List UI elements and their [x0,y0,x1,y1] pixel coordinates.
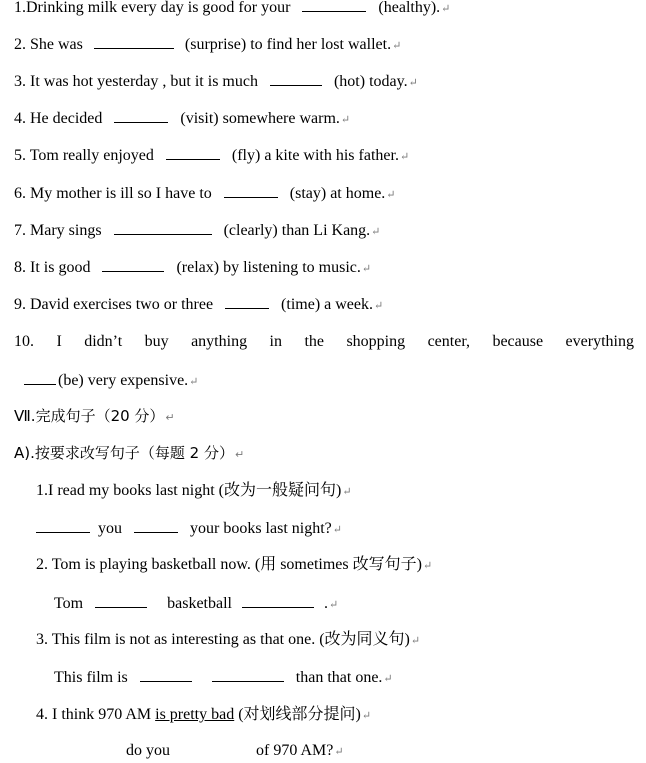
section-heading [14,405,646,427]
rewrite-4-prompt [36,704,646,726]
answer-blank[interactable] [36,517,90,533]
paragraph-mark-icon: ↵ [189,376,199,388]
q10-word: anything [191,333,248,350]
paragraph-mark-icon: ↵ [410,635,421,647]
question-hint: (visit) somewhere warm. [180,110,340,127]
question-text: 5. Tom really enjoyed [14,147,154,164]
paragraph-mark-icon: ↵ [408,77,418,89]
question-text: 4. He decided [14,110,103,127]
rewrite-3-prompt [36,629,646,651]
rewrite-3-answer [54,666,646,688]
q10-word: because [492,333,544,350]
answer-blank[interactable] [242,592,314,608]
answer-word: basketball [167,595,232,612]
paragraph-mark-icon: ↵ [374,300,384,312]
answer-word: This film is [54,669,128,686]
q10-word: center, [427,333,470,350]
paragraph-mark-icon: ↵ [328,599,339,611]
question-text: 6. My mother is ill so I have to [14,185,212,202]
answer-blank[interactable] [140,666,192,682]
answer-blank[interactable] [114,107,168,123]
question-hint: (be) very expensive. [58,372,189,389]
q10-word: in [269,333,282,350]
answer-blank[interactable] [94,33,174,49]
answer-blank[interactable] [102,256,164,272]
rewrite-2-answer [54,592,646,614]
rewrite-4-answer [126,740,646,762]
paragraph-mark-icon: ↵ [361,710,372,722]
question-text: 9. David exercises two or three [14,296,214,313]
paragraph-mark-icon: ↵ [334,746,344,758]
answer-blank[interactable] [212,666,284,682]
answer-blank[interactable] [302,0,366,12]
question-6 [14,182,646,204]
question-7 [14,219,646,241]
q10-word: the [304,333,324,350]
question-hint: (healthy). [378,0,441,16]
question-3 [14,70,646,92]
answer-word: . [323,595,328,612]
answer-word: your books last night? [190,520,332,537]
q10-word: buy [144,333,169,350]
answer-blank[interactable] [134,517,178,533]
paragraph-mark-icon: ↵ [422,560,433,572]
answer-blank[interactable] [95,592,147,608]
paragraph-mark-icon: ↵ [361,263,372,275]
q10-word: 10. [14,333,34,350]
question-4 [14,107,646,129]
answer-blank[interactable] [24,369,56,385]
prompt-text: (对划线部分提问) [234,706,361,723]
paragraph-mark-icon: ↵ [340,114,351,126]
rewrite-1-answer [36,517,646,539]
question-5 [14,144,646,166]
question-9 [14,293,646,315]
question-text: 8. It is good [14,259,91,276]
question-hint: (hot) today. [333,73,408,90]
question-hint: (time) a week. [281,296,373,313]
answer-blank[interactable] [224,182,278,198]
underlined-phrase: is pretty bad [155,706,235,723]
prompt-text: 2. Tom is playing basketball now. (用 sometimes 改写句子) [36,556,422,573]
paragraph-mark-icon: ↵ [386,189,396,201]
question-8 [14,256,646,278]
rewrite-1-prompt [36,480,646,502]
answer-word: you [98,520,122,537]
question-2 [14,33,646,55]
question-hint: (stay) at home. [289,185,386,202]
paragraph-mark-icon: ↵ [392,40,402,52]
answer-blank[interactable] [114,219,212,235]
paragraph-mark-icon: ↵ [383,673,393,685]
question-text: 7. Mary sings [14,222,102,239]
question-hint: (clearly) than Li Kang. [223,222,371,239]
prompt-text: 4. I think 970 AM [36,706,156,723]
answer-blank[interactable] [225,293,269,309]
paragraph-mark-icon: ↵ [165,411,175,424]
paragraph-mark-icon: ↵ [399,151,410,163]
question-10-continued [24,369,646,391]
paragraph-mark-icon: ↵ [342,486,352,498]
paragraph-mark-icon: ↵ [234,448,245,461]
prompt-text: 3. This film is not as interesting as that one. (改为同义句) [36,631,410,648]
question-10 [14,331,646,353]
paragraph-mark-icon: ↵ [332,524,342,536]
part-title: A).按要求改写句子（每题 2 分） [14,444,234,462]
question-1 [14,0,646,18]
q10-word: everything [565,333,634,350]
paragraph-mark-icon: ↵ [441,3,451,15]
q10-word: didn’t [84,333,123,350]
rewrite-2-prompt [36,554,646,576]
question-text: 1.Drinking milk every day is good for your [14,0,291,16]
answer-word: than that one. [295,669,383,686]
answer-blank[interactable] [166,144,220,160]
question-hint: (fly) a kite with his father. [231,147,399,164]
answer-word: of 970 AM? [256,742,334,759]
answer-word: do you [126,742,170,759]
paragraph-mark-icon: ↵ [371,226,381,238]
question-text: 3. It was hot yesterday , but it is much [14,73,258,90]
q10-word: shopping [346,333,406,350]
section-title: Ⅶ.完成句子（20 分） [14,407,165,425]
answer-word: Tom [54,595,84,612]
part-heading [14,442,646,464]
prompt-text: 1.I read my books last night (改为一般疑问句) [36,482,342,499]
q10-word: I [56,333,62,350]
answer-blank[interactable] [270,70,322,86]
question-text: 2. She was [14,36,83,53]
question-hint: (relax) by listening to music. [176,259,361,276]
question-hint: (surprise) to find her lost wallet. [184,36,392,53]
